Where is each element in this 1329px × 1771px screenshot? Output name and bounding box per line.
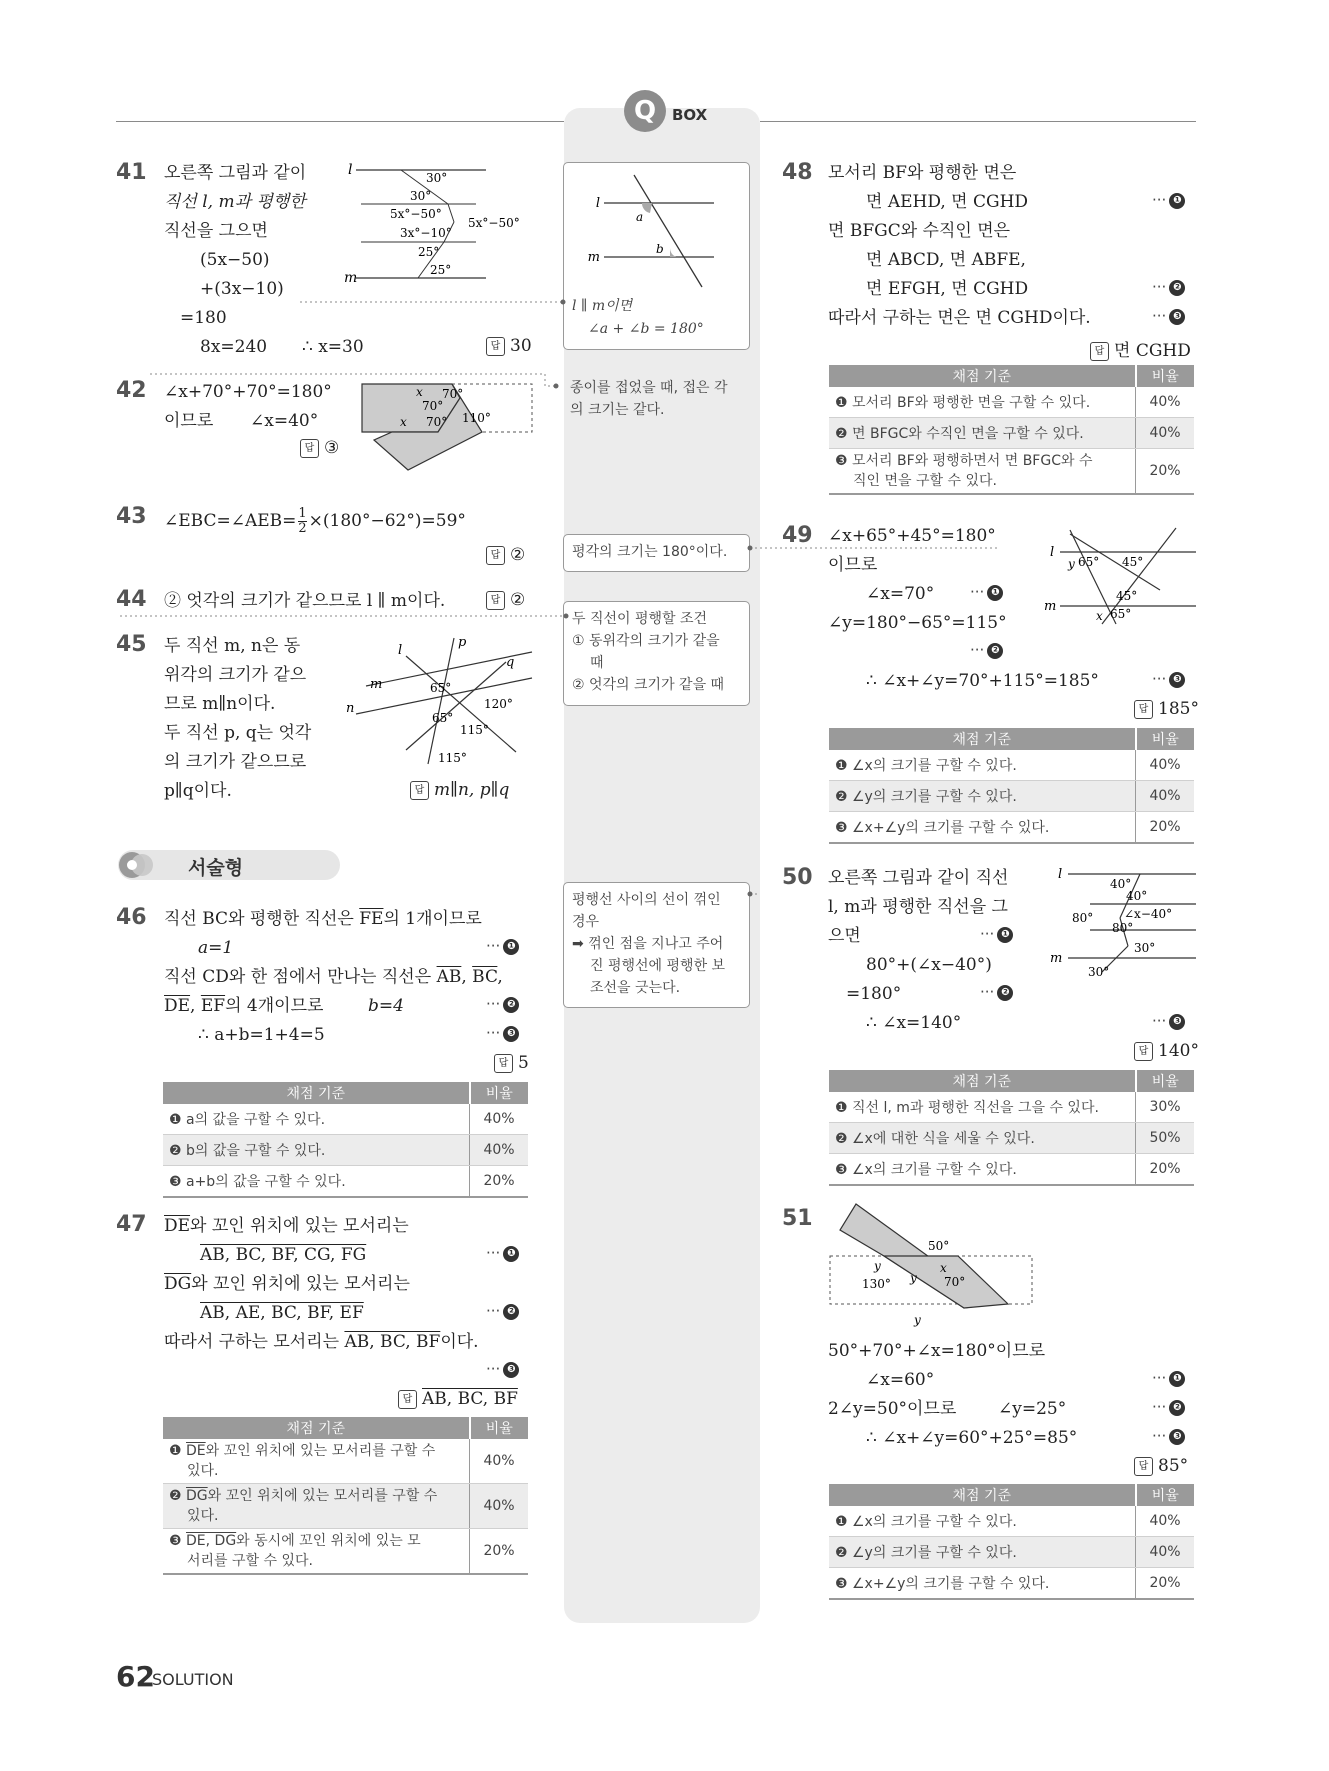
p46-line5: ∴ a+b=1+4=5 — [198, 1025, 325, 1045]
svg-text:115°: 115° — [438, 751, 467, 765]
svg-text:70°: 70° — [426, 415, 448, 429]
p48-criterion-3: ❸ 모서리 BF와 평행하면서 면 BFGC와 수 직인 면을 구할 수 있다. — [829, 449, 1136, 495]
p46-step2: ··· ❷ — [486, 995, 519, 1013]
p50-line4: 80°+(∠x−40°) — [866, 955, 992, 975]
p48-line5: 면 EFGH, 면 CGHD — [866, 279, 1029, 299]
p49-figure — [1040, 520, 1200, 630]
p51-answer: 답 85° — [1134, 1456, 1188, 1476]
p48-line6: 따라서 구하는 면은 면 CGHD이다. — [828, 308, 1091, 328]
svg-text:80°: 80° — [1112, 921, 1134, 935]
svg-text:25°: 25° — [430, 263, 452, 277]
p50-figure — [1050, 862, 1200, 982]
svg-text:25°: 25° — [418, 245, 440, 259]
qbox-note-fold — [570, 377, 728, 421]
p47-criterion-2: ❷ $\overline{DG}$와 꼬인 위치에 있는 모서리를 구할 수 있다. — [163, 1484, 470, 1529]
p47-line1: $\overline{DE}$와 꼬인 위치에 있는 모서리는 — [164, 1216, 409, 1236]
p46-criterion-3: ❸ a+b의 값을 구할 수 있다. — [163, 1166, 470, 1198]
qbox-note-condition-item1: ① 동위각의 크기가 같을 — [572, 633, 720, 649]
p42-line3: ∠x=40° — [250, 411, 319, 431]
qbox-label: BOX — [672, 106, 708, 124]
p47-step2: ··· ❷ — [486, 1302, 519, 1320]
p41-line8: ∴ x=30 — [302, 337, 364, 357]
svg-text:70°: 70° — [422, 399, 444, 413]
svg-text:5x°−50°: 5x°−50° — [468, 216, 520, 230]
p45-line6: p∥q이다. — [164, 781, 232, 801]
footer-page-number: 62 — [116, 1660, 155, 1693]
p51-figure — [826, 1200, 1036, 1330]
p50-step2: ··· ❷ — [980, 983, 1013, 1001]
p50-line6: ∴ ∠x=140° — [866, 1013, 962, 1033]
p48-step2: ··· ❷ — [1152, 278, 1185, 296]
svg-text:x: x — [940, 1261, 947, 1275]
p46-step1: ··· ❶ — [486, 937, 519, 955]
p41-line2: 직선 l, m과 평행한 — [164, 192, 306, 212]
answer-badge-icon: 답 — [1134, 1457, 1153, 1476]
p45-line2: 위각의 크기가 같으 — [164, 665, 307, 685]
p47-criterion-1: ❶ $\overline{DE}$와 꼬인 위치에 있는 모서리를 구할 수 있다. — [163, 1439, 470, 1484]
svg-text:x: x — [400, 415, 407, 429]
p47-criterion-3: ❸ DE, DG와 동시에 꼬인 위치에 있는 모 서리를 구할 수 있다. — [163, 1529, 470, 1575]
svg-text:m: m — [587, 250, 600, 265]
problem-45-number: 45 — [116, 632, 147, 657]
p50-grading-table: 채점 기준 비율 ❶ 직선 l, m과 평행한 직선을 그을 수 있다. 30% ❷ ∠x에 대한 식을 세울 수 있다. 50% ❸ ∠x의 크기를 구할 수 있다. 20% — [829, 1070, 1194, 1186]
answer-badge-icon: 답 — [1090, 342, 1109, 361]
top-rule-right — [760, 121, 1196, 122]
p50-line5: =180° — [846, 984, 902, 1004]
qbox-note-straight-angle — [563, 534, 750, 572]
svg-text:y: y — [874, 1259, 881, 1273]
svg-text:45°: 45° — [1122, 555, 1144, 569]
svg-text:∠x−40°: ∠x−40° — [1124, 907, 1173, 921]
p41-line7: 8x=240 — [200, 337, 268, 357]
p50-line3: 으면 — [828, 926, 861, 946]
svg-text:x: x — [1096, 609, 1103, 623]
p48-criterion-2: ❷ 면 BFGC와 수직인 면을 구할 수 있다. — [829, 418, 1136, 449]
qbox-note-bent-line2: 경우 — [572, 914, 600, 930]
svg-text:65°: 65° — [430, 681, 452, 695]
p46-grading-table: 채점 기준 비율 ❶ a의 값을 구할 수 있다. 40% ❷ b의 값을 구할 수 있다. 40% ❸ a+b의 값을 구할 수 있다. 20% — [163, 1082, 528, 1198]
p46-step3: ··· ❸ — [486, 1024, 519, 1042]
p50-answer: 답 140° — [1134, 1041, 1199, 1061]
problem-47-number: 47 — [116, 1212, 147, 1237]
p44-answer: 답 ② — [486, 590, 525, 610]
svg-text:40°: 40° — [1110, 877, 1132, 891]
p47-line2: AB, BC, BF, CG, FG — [200, 1245, 367, 1265]
qbox-note-parallel — [563, 162, 750, 350]
p46-line1: 직선 BC와 평행한 직선은 $\overline{FE}$의 1개이므로 — [164, 909, 482, 929]
problem-51-number: 51 — [782, 1206, 813, 1231]
p51-criterion-2: ❷ ∠y의 크기를 구할 수 있다. — [829, 1537, 1136, 1568]
p41-line6: =180 — [180, 308, 227, 328]
footer-label: SOLUTION — [152, 1670, 234, 1689]
qbox-note-condition-item2: ② 엇각의 크기가 같을 때 — [572, 677, 725, 693]
p49-step3: ··· ❸ — [1152, 670, 1185, 688]
p50-criterion-1: ❶ 직선 l, m과 평행한 직선을 그을 수 있다. — [829, 1092, 1136, 1123]
p49-line2: 이므로 — [828, 555, 878, 575]
p51-line4: ∴ ∠x+∠y=60°+25°=85° — [866, 1428, 1078, 1448]
p45-line1: 두 직선 m, n은 동 — [164, 636, 301, 656]
svg-text:120°: 120° — [484, 697, 513, 711]
svg-text:l: l — [595, 196, 600, 211]
svg-text:30°: 30° — [410, 189, 432, 203]
qbox-note-bent-line — [563, 882, 750, 1008]
p50-step3: ··· ❸ — [1152, 1012, 1185, 1030]
qbox-note-fold-line1: 종이를 접었을 때, 접은 각 — [570, 380, 728, 396]
p49-answer: 답 185° — [1134, 699, 1199, 719]
svg-text:l: l — [1058, 867, 1063, 882]
answer-badge-icon: 답 — [398, 1390, 417, 1409]
p41-line3: 직선을 그으면 — [164, 221, 268, 241]
problem-41-number: 41 — [116, 160, 147, 185]
p46-line3: 직선 CD와 한 점에서 만나는 직선은 $\overline{AB}$, $\overline{BC}$, — [164, 967, 503, 987]
svg-text:115°: 115° — [460, 723, 489, 737]
section-descriptive-title: 서술형 — [188, 857, 244, 879]
top-rule-left — [116, 121, 564, 122]
qbox-logo-icon: Q — [624, 90, 666, 132]
p46-criterion-1: ❶ a의 값을 구할 수 있다. — [163, 1104, 470, 1135]
svg-text:p: p — [458, 635, 467, 650]
svg-text:m: m — [1044, 599, 1057, 614]
p51-criterion-1: ❶ ∠x의 크기를 구할 수 있다. — [829, 1506, 1136, 1537]
p49-step2: ··· ❷ — [970, 641, 1003, 659]
answer-badge-icon: 답 — [1134, 1042, 1153, 1061]
answer-badge-icon: 답 — [486, 546, 505, 565]
p46-answer: 답 5 — [494, 1053, 529, 1073]
p48-line1: 모서리 BF와 평행한 면은 — [828, 163, 1017, 183]
p43-answer: 답 ② — [486, 545, 525, 565]
svg-text:130°: 130° — [862, 1277, 891, 1291]
p45-line5: 의 크기가 같으므로 — [164, 752, 307, 772]
svg-text:40°: 40° — [1126, 889, 1148, 903]
svg-text:l: l — [1050, 545, 1055, 560]
problem-44-number: 44 — [116, 587, 147, 612]
p51-criterion-3: ❸ ∠x+∠y의 크기를 구할 수 있다. — [829, 1568, 1136, 1600]
p50-line1: 오른쪽 그림과 같이 직선 — [828, 868, 1009, 888]
p49-line3: ∠x=70° — [866, 584, 935, 604]
svg-text:45°: 45° — [1116, 589, 1138, 603]
qbox-note-condition-item1b: 때 — [590, 655, 604, 671]
answer-badge-icon: 답 — [410, 781, 429, 800]
p47-line3: $\overline{DG}$와 꼬인 위치에 있는 모서리는 — [164, 1274, 410, 1294]
p46-line4: $\overline{DE}$, $\overline{EF}$의 4개이므로 — [164, 996, 324, 1016]
p51-step3: ··· ❸ — [1152, 1427, 1185, 1445]
p48-line2: 면 AEHD, 면 CGHD — [866, 192, 1029, 212]
p48-grading-table: 채점 기준 비율 ❶ 모서리 BF와 평행한 면을 구할 수 있다. 40% ❷ 면 BFGC와 수직인 면을 구할 수 있다. 40% ❸ 모서리 BF와 평행하면서 면 BFGC와 수 직인 면을 구할 수 있다. 20% — [829, 365, 1194, 495]
p47-grading-table: 채점 기준 비율 ❶ $\overline{DE}$와 꼬인 위치에 있는 모서리를 구할 수 있다. 40% ❷ $\overline{DG}$와 꼬인 위치에 있는 모서리를 구할 수 있다. 40% ❸ DE, DG와 동시에 꼬인 위치에 있는 모 서리를 구할 수 있다. 20% — [163, 1417, 528, 1575]
p48-criterion-1: ❶ 모서리 BF와 평행한 면을 구할 수 있다. — [829, 387, 1136, 418]
qbox-note-bent-line1: 평행선 사이의 선이 꺾인 — [572, 892, 721, 908]
svg-text:3x°−10°: 3x°−10° — [400, 226, 452, 240]
p49-line5: ∴ ∠x+∠y=70°+115°=185° — [866, 671, 1099, 691]
svg-text:30°: 30° — [1134, 941, 1156, 955]
p42-line1: ∠x+70°+70°=180° — [164, 382, 332, 402]
p44-line1: ② 엇각의 크기가 같으므로 l ∥ m이다. — [164, 591, 446, 611]
svg-text:m: m — [1050, 951, 1063, 966]
svg-text:x: x — [416, 385, 423, 399]
answer-badge-icon: 답 — [494, 1054, 513, 1073]
p48-line3: 면 BFGC와 수직인 면은 — [828, 221, 1011, 241]
p41-line5: +(3x−10) — [200, 279, 284, 299]
p51-step1: ··· ❶ — [1152, 1369, 1185, 1387]
svg-text:30°: 30° — [426, 171, 448, 185]
problem-46-number: 46 — [116, 905, 147, 930]
svg-text:30°: 30° — [1088, 965, 1110, 979]
svg-text:y: y — [910, 1271, 917, 1285]
qbox-note-bent-line5: 조선을 긋는다. — [590, 980, 681, 996]
p51-line1: 50°+70°+∠x=180°이므로 — [828, 1341, 1046, 1361]
p48-step1: ··· ❶ — [1152, 191, 1185, 209]
svg-text:q: q — [506, 655, 515, 670]
svg-text:110°: 110° — [462, 411, 491, 425]
svg-text:70°: 70° — [442, 387, 464, 401]
section-circles-icon — [118, 848, 154, 882]
qbox-note-fold-line2: 의 크기는 같다. — [570, 402, 665, 418]
svg-text:65°: 65° — [1078, 555, 1100, 569]
svg-text:l: l — [348, 162, 353, 178]
p47-answer: 답 AB, BC, BF — [398, 1389, 518, 1409]
problem-43-number: 43 — [116, 504, 147, 529]
p49-criterion-1: ❶ ∠x의 크기를 구할 수 있다. — [829, 750, 1136, 781]
svg-text:70°: 70° — [944, 1275, 966, 1289]
p51-line3a: 2∠y=50°이므로 — [828, 1399, 957, 1419]
p47-line4: AB, AE, BC, BF, EF — [200, 1303, 364, 1323]
qbox-note-parallel-line1: l ∥ m이면 — [572, 298, 633, 314]
answer-badge-icon: 답 — [486, 591, 505, 610]
p46-line4c: b=4 — [368, 996, 404, 1016]
p45-line3: 므로 m∥n이다. — [164, 694, 276, 714]
p51-step2: ··· ❷ — [1152, 1398, 1185, 1416]
p49-line1: ∠x+65°+45°=180° — [828, 526, 996, 546]
p43-line1: ∠EBC=∠AEB= $\frac{1}{2}$ ×(180°−62°)=59° — [164, 506, 466, 536]
p49-line4: ∠y=180°−65°=115° — [828, 613, 1007, 633]
svg-text:n: n — [346, 701, 355, 716]
qbox-note-bent-line4: 진 평행선에 평행한 보 — [590, 958, 726, 974]
p51-line2: ∠x=60° — [866, 1370, 935, 1390]
svg-text:m: m — [370, 677, 383, 692]
p48-answer: 답 면 CGHD — [1090, 336, 1191, 361]
qbox-note-bent-line3: ➡ 꺾인 점을 지나고 주어 — [572, 936, 724, 952]
parallel-lines-figure — [564, 163, 749, 273]
problem-50-number: 50 — [782, 865, 813, 890]
p42-answer: 답 ③ — [300, 438, 339, 458]
p46-criterion-2: ❷ b의 값을 구할 수 있다. — [163, 1135, 470, 1166]
qbox-note-parallel-condition — [563, 601, 750, 706]
p41-line4: (5x−50) — [200, 250, 270, 270]
qbox-note-condition-title: 두 직선이 평행할 조건 — [572, 611, 708, 627]
svg-text:50°: 50° — [928, 1239, 950, 1253]
p50-line2: l, m과 평행한 직선을 그 — [828, 897, 1008, 917]
qbox-note-parallel-line2: ∠a + ∠b = 180° — [588, 321, 704, 337]
svg-text:l: l — [398, 643, 403, 658]
svg-text:65°: 65° — [432, 711, 454, 725]
p48-step3: ··· ❸ — [1152, 307, 1185, 325]
answer-badge-icon: 답 — [1134, 700, 1153, 719]
p47-step3: ··· ❸ — [486, 1360, 519, 1378]
p46-line2: a=1 — [198, 938, 234, 958]
svg-text:80°: 80° — [1072, 911, 1094, 925]
p47-line5: 따라서 구하는 모서리는 AB, BC, BF이다. — [164, 1332, 479, 1352]
p45-line4: 두 직선 p, q는 엇각 — [164, 723, 312, 743]
svg-text:a: a — [636, 210, 644, 224]
p49-grading-table: 채점 기준 비율 ❶ ∠x의 크기를 구할 수 있다. 40% ❷ ∠y의 크기를 구할 수 있다. 40% ❸ ∠x+∠y의 크기를 구할 수 있다. 20% — [829, 728, 1194, 844]
svg-text:65°: 65° — [1110, 607, 1132, 621]
p51-line3b: ∠y=25° — [998, 1399, 1067, 1419]
problem-42-number: 42 — [116, 378, 147, 403]
p51-grading-table: 채점 기준 비율 ❶ ∠x의 크기를 구할 수 있다. 40% ❷ ∠y의 크기를 구할 수 있다. 40% ❸ ∠x+∠y의 크기를 구할 수 있다. 20% — [829, 1484, 1194, 1600]
svg-text:y: y — [1068, 557, 1075, 571]
svg-text:y: y — [914, 1313, 921, 1327]
p41-figure — [346, 160, 536, 285]
svg-text:m: m — [344, 270, 358, 286]
p42-figure — [360, 378, 540, 478]
qbox-note-straight-angle-text: 평각의 크기는 180°이다. — [572, 544, 728, 560]
p45-figure — [346, 630, 536, 770]
svg-text:b: b — [656, 242, 664, 256]
p45-answer: 답 m∥n, p∥q — [410, 780, 509, 800]
p48-line4: 면 ABCD, 면 ABFE, — [866, 250, 1026, 270]
p49-criterion-3: ❸ ∠x+∠y의 크기를 구할 수 있다. — [829, 812, 1136, 844]
p49-criterion-2: ❷ ∠y의 크기를 구할 수 있다. — [829, 781, 1136, 812]
p42-line2: 이므로 — [164, 411, 214, 431]
p50-criterion-2: ❷ ∠x에 대한 식을 세울 수 있다. — [829, 1123, 1136, 1154]
problem-48-number: 48 — [782, 160, 813, 185]
svg-text:5x°−50°: 5x°−50° — [390, 207, 442, 221]
p41-line1: 오른쪽 그림과 같이 — [164, 163, 307, 183]
problem-49-number: 49 — [782, 523, 813, 548]
p41-answer: 답 30 — [486, 336, 532, 356]
p50-step1: ··· ❶ — [980, 925, 1013, 943]
answer-badge-icon: 답 — [300, 439, 319, 458]
answer-badge-icon: 답 — [486, 337, 505, 356]
p49-step1: ··· ❶ — [970, 583, 1003, 601]
p50-criterion-3: ❸ ∠x의 크기를 구할 수 있다. — [829, 1154, 1136, 1186]
p47-step1: ··· ❶ — [486, 1244, 519, 1262]
